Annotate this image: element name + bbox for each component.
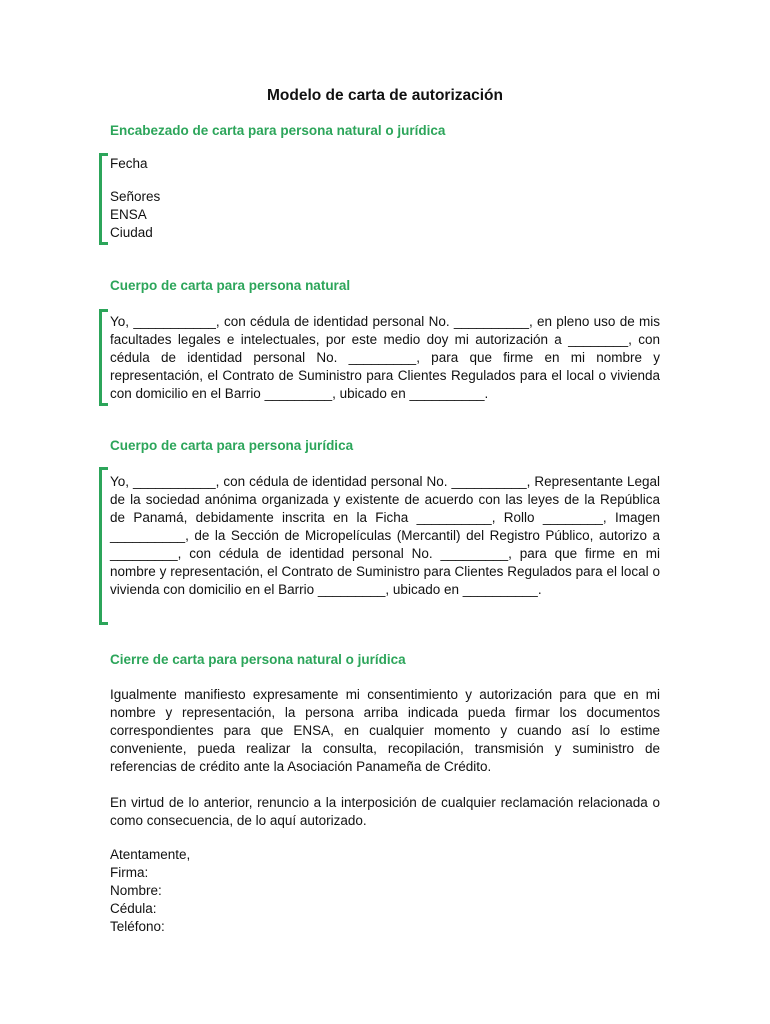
natural-section-heading: Cuerpo de carta para persona natural xyxy=(110,278,351,293)
signature-block xyxy=(110,846,190,936)
closing-paragraph-1: Igualmente manifiesto expresamente mi consentimiento y autorización para que en mi nombre y representación, la persona arriba indicada pueda firmar los documentos correspondientes para que ENSA, en cualquier momento y cuando así lo estime conveniente, pueda realizar la consulta, recopilación, transmisión y suministro de referencias de crédito ante la Asociación Panameña de Crédito. xyxy=(110,687,660,774)
natural-body-paragraph: Yo, ___________, con cédula de identidad personal No. __________, en pleno uso de mis facultades legales e intelectuales, por este medio doy mi autorización a ________, con cédula de identidad personal No. _________, para que firme en mi nombre y representación, el Contrato de Suministro para Clientes Regulados para el local o vivienda con domicilio en el Barrio _________, ubicado en __________. xyxy=(110,314,660,401)
header-bracket xyxy=(99,153,108,245)
juridica-section-heading: Cuerpo de carta para persona jurídica xyxy=(110,438,354,453)
signature-field-label: Firma: xyxy=(110,865,149,880)
company-line: ENSA xyxy=(110,207,147,222)
closing-section-heading: Cierre de carta para persona natural o jurídica xyxy=(110,652,406,667)
city-line: Ciudad xyxy=(110,225,153,240)
phone-field-label: Teléfono: xyxy=(110,919,165,934)
name-field-label: Nombre: xyxy=(110,883,162,898)
juridica-bracket xyxy=(99,467,108,625)
natural-bracket xyxy=(99,309,108,406)
page-title: Modelo de carta de autorización xyxy=(267,87,503,104)
header-section-heading: Encabezado de carta para persona natural o jurídica xyxy=(110,123,446,138)
recipient-line: Señores xyxy=(110,189,161,204)
id-field-label: Cédula: xyxy=(110,901,157,916)
juridica-body-paragraph: Yo, ___________, con cédula de identidad personal No. __________, Representante Legal de la sociedad anónima organizada y existente de acuerdo con las leyes de la República de Panamá, debidamente inscrita en la Ficha __________, Rollo ________, Imagen __________, de la Sección de Micropelículas (Mercantil) del Registro Público, autorizo a _________, con cédula de identidad personal No. _________, para que firme en mi nombre y representación, el Contrato de Suministro para Clientes Regulados para el local o vivienda con domicilio en el Barrio _________, ubicado en __________. xyxy=(110,474,660,597)
date-line: Fecha xyxy=(110,156,148,171)
closing-salutation: Atentamente, xyxy=(110,847,191,862)
closing-paragraph-2: En virtud de lo anterior, renuncio a la interposición de cualquier reclamación relacionada o como consecuencia, de lo aquí autorizado. xyxy=(110,795,660,828)
